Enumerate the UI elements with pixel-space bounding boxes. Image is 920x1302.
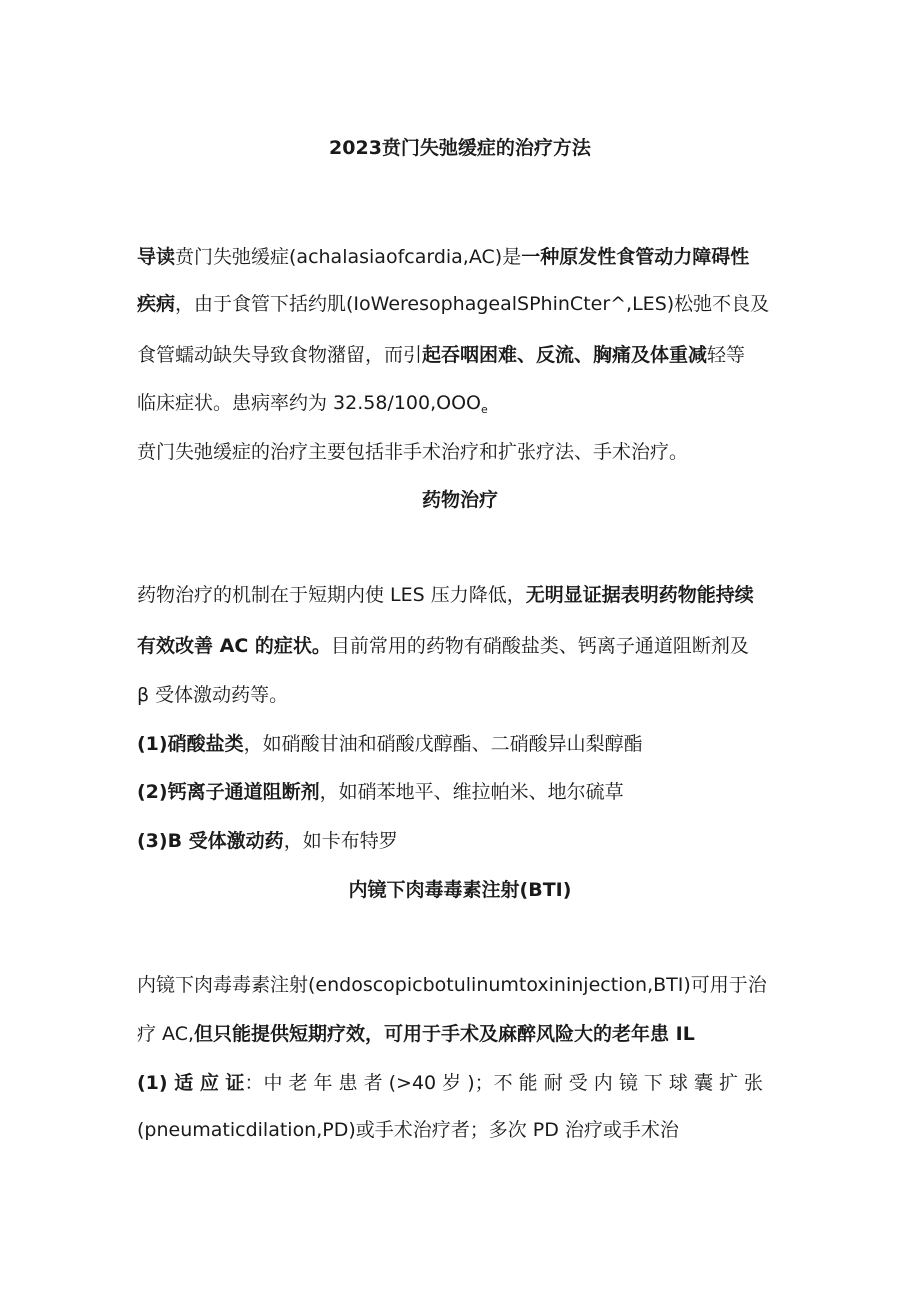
drug-bold: 有效改善 AC 的症状。 (137, 635, 331, 657)
bti-line-2 (137, 1019, 787, 1046)
drug-item-label: (1)硝酸盐类 (137, 733, 244, 755)
bti-indication-label: (1) 适 应 证 (137, 1072, 245, 1094)
drug-bold: 无明显证据表明药物能持续 (525, 584, 754, 606)
drug-item-text: ，如卡布特罗 (283, 830, 398, 852)
intro-bold: 一种原发性食管动力障碍性 (521, 246, 750, 268)
bti-line-1: 内镜下肉毒毒素注射(endoscopicbotulinumtoxininjection,BTI)可用于治 (137, 974, 767, 996)
drug-line-1 (137, 580, 787, 607)
drug-line-2 (137, 631, 787, 658)
bti-line-4: (pneumaticdilation,PD)或手术治疗者；多次 PD 治疗或手术治 (137, 1119, 679, 1141)
intro-text: 临床症状。患病率约为 32.58/100,OOO (137, 392, 482, 414)
drug-item-label: (3)B 受体激动药 (137, 830, 284, 852)
section-heading-drug-therapy: 药物治疗 (421, 489, 498, 511)
intro-text: 轻等 (707, 344, 746, 366)
section-heading-bti: 内镜下肉毒毒素注射(BTI) (348, 879, 572, 901)
bti-bold: 但只能提供短期疗效，可用于手术及麻醉风险大的老年患 IL (194, 1023, 695, 1045)
intro-lead-label: 导读 (137, 246, 176, 268)
intro-text: ，由于食管下括约肌(IoWeresophagealSPhinCter^,LES)松弛不良及 (175, 293, 770, 315)
intro-line-5: 贲门失弛缓症的治疗主要包括非手术治疗和扩张疗法、手术治疗。 (137, 441, 689, 463)
drug-item-label: (2)钙离子通道阻断剂 (137, 781, 320, 803)
drug-text: 目前常用的药物有硝酸盐类、钙离子通道阻断剂及 (330, 635, 749, 657)
bti-text: 疗 AC, (137, 1023, 195, 1045)
drug-item-2 (137, 777, 787, 804)
drug-text: 药物治疗的机制在于短期内使 LES 压力降低， (137, 584, 526, 606)
intro-line-3 (137, 340, 787, 367)
intro-text: 贲门失弛缓症(achalasiaofcardia,AC)是 (175, 246, 522, 268)
drug-item-text: ，如硝酸甘油和硝酸戊醇酯、二硝酸异山梨醇酯 (243, 733, 643, 755)
drug-line-3: β 受体激动药等。 (137, 684, 289, 706)
bti-text: ：中 老 年 患 者 (>40 岁 )；不 能 耐 受 内 镜 下 球 囊 扩 张 (244, 1072, 764, 1094)
drug-item-text: ，如硝苯地平、维拉帕米、地尔硫草 (319, 781, 624, 803)
intro-bold: 起吞咽困难、反流、胸痛及体重减 (422, 344, 708, 366)
bti-line-3 (137, 1068, 787, 1095)
intro-text: 食管蠕动缺失导致食物潴留，而引 (137, 344, 423, 366)
intro-line-4 (137, 388, 787, 416)
intro-line-1 (137, 242, 787, 269)
document-title: 2023贲门失弛缓症的治疗方法 (329, 137, 591, 159)
intro-subscript: e (481, 403, 488, 416)
intro-line-2 (137, 289, 787, 316)
drug-item-3 (137, 826, 787, 853)
drug-item-1 (137, 729, 787, 756)
intro-bold: 疾病 (137, 293, 176, 315)
